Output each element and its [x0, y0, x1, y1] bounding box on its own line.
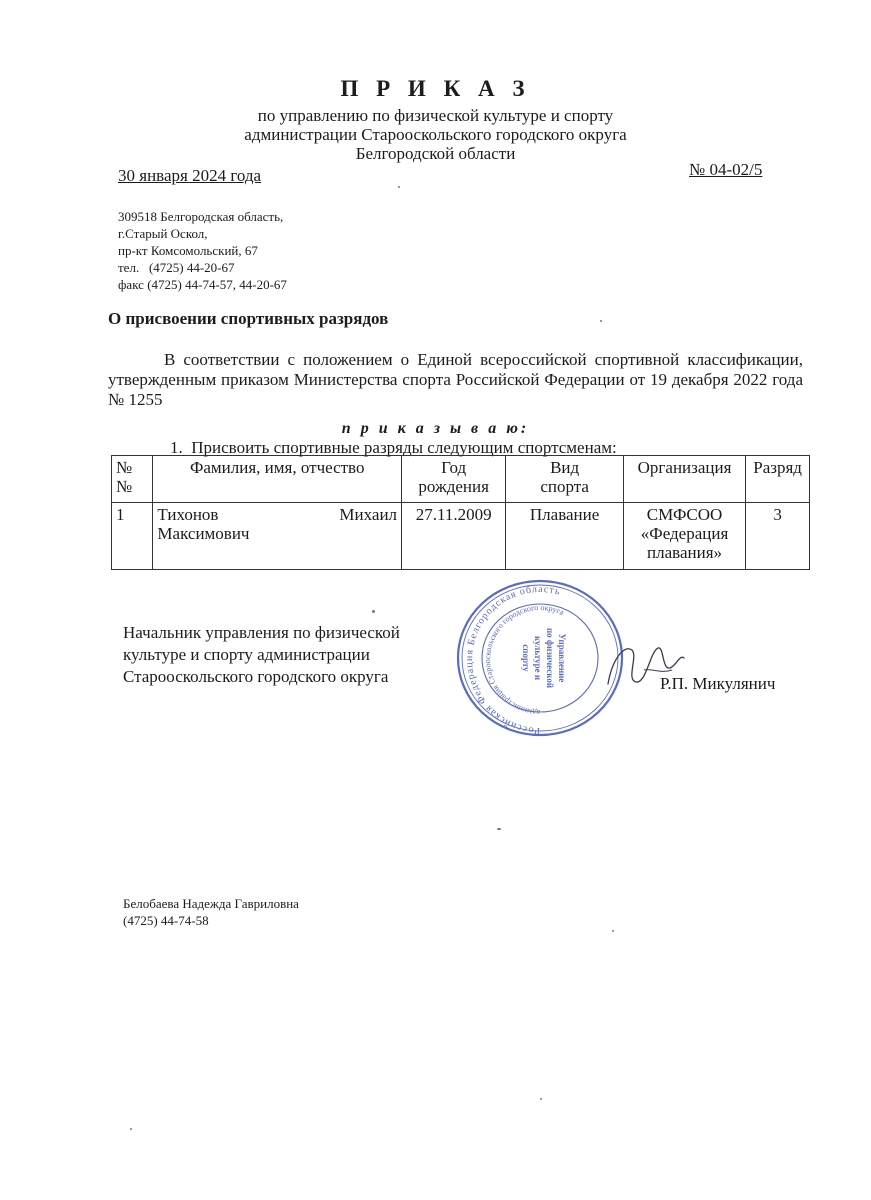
document-subtitle	[0, 106, 871, 163]
header-sport-line: Вид	[550, 458, 580, 477]
cell-birth: 27.11.2009	[402, 503, 506, 570]
address-line: факс (4725) 44-74-57, 44-20-67	[118, 277, 287, 292]
athletes-table	[111, 455, 810, 570]
header-num	[112, 456, 153, 503]
address-block	[118, 208, 287, 293]
contact-name: Белобаева Надежда Гавриловна	[123, 896, 299, 911]
order-subject: О присвоении спортивных разрядов	[108, 309, 389, 328]
subtitle-line: по управлению по физической культуре и спорту	[257, 106, 614, 125]
body-paragraph: В соответствии с положением о Единой всероссийской спортивной классификации, утвержденным приказом Министерства спорта Российской Федерации от 19 декабря 2022 года № 1255	[108, 350, 803, 409]
header-organization: Организация	[623, 456, 745, 503]
header-year-line: рождения	[418, 477, 489, 496]
header-category: Разряд	[746, 456, 810, 503]
scan-speck	[612, 930, 614, 932]
document-title: П Р И К А З	[340, 76, 531, 101]
header-birth-year	[402, 456, 506, 503]
subtitle-line: Белгородской области	[355, 144, 516, 163]
order-word: п р и к а з ы в а ю:	[341, 420, 530, 437]
scan-speck	[130, 1128, 132, 1130]
cell-sport: Плавание	[506, 503, 624, 570]
header-year-line: Год	[441, 458, 467, 477]
stamp-outer-text: Российская Федерация Белгородская область	[463, 583, 562, 737]
order-date: 30 января 2024 года	[118, 166, 262, 185]
stamp-center-line: культуре и	[533, 635, 543, 681]
address-line: тел. (4725) 44-20-67	[118, 260, 235, 275]
cell-org-line: плавания»	[647, 543, 723, 562]
order-number: № 04-02/5	[689, 160, 763, 179]
address-line: г.Старый Оскол,	[118, 226, 208, 241]
header-sport-line: спорта	[540, 477, 589, 496]
subtitle-line: администрации Старооскольского городского округа	[244, 125, 627, 144]
cell-org-line: СМФСОО	[646, 505, 723, 524]
cell-name-surname: Тихонов	[157, 505, 219, 524]
scan-speck	[540, 1098, 542, 1100]
contact-phone: (4725) 44-74-58	[123, 913, 209, 928]
cell-org-line: «Федерация	[640, 524, 729, 543]
contact-block	[123, 895, 299, 929]
header-num-line: №	[116, 477, 133, 496]
table-row	[112, 503, 810, 570]
scan-speck	[372, 610, 375, 613]
cell-organization	[623, 503, 745, 570]
position-line: Начальник управления по физической	[123, 623, 400, 642]
scan-speck	[497, 828, 501, 830]
order-point-1: 1. Присвоить спортивные разряды следующим спортсменам:	[170, 438, 617, 457]
header-name: Фамилия, имя, отчество	[153, 456, 402, 503]
scan-speck	[398, 186, 400, 188]
signatory-position	[123, 622, 400, 688]
position-line: культуре и спорту администрации	[123, 645, 370, 664]
address-line: пр-кт Комсомольский, 67	[118, 243, 258, 258]
address-line: 309518 Белгородская область,	[118, 209, 284, 224]
header-sport	[506, 456, 624, 503]
position-line: Старооскольского городского округа	[123, 667, 389, 686]
table-header-row	[112, 456, 810, 503]
cell-category: 3	[746, 503, 810, 570]
stamp-center-line: по физической	[545, 627, 555, 689]
cell-name	[153, 503, 402, 570]
cell-name-first: Михаил	[339, 505, 398, 524]
signatory-name: Р.П. Микулянич	[660, 674, 776, 693]
scan-speck	[600, 320, 602, 322]
stamp-inner-text: администрация Старооскольского городского округа	[483, 602, 566, 718]
stamp-center-line: спорту	[521, 644, 531, 672]
cell-name-patronymic: Максимович	[157, 524, 250, 543]
stamp-center-line: Управление	[557, 633, 567, 683]
cell-num: 1	[112, 503, 153, 570]
header-num-line: №	[116, 458, 133, 477]
